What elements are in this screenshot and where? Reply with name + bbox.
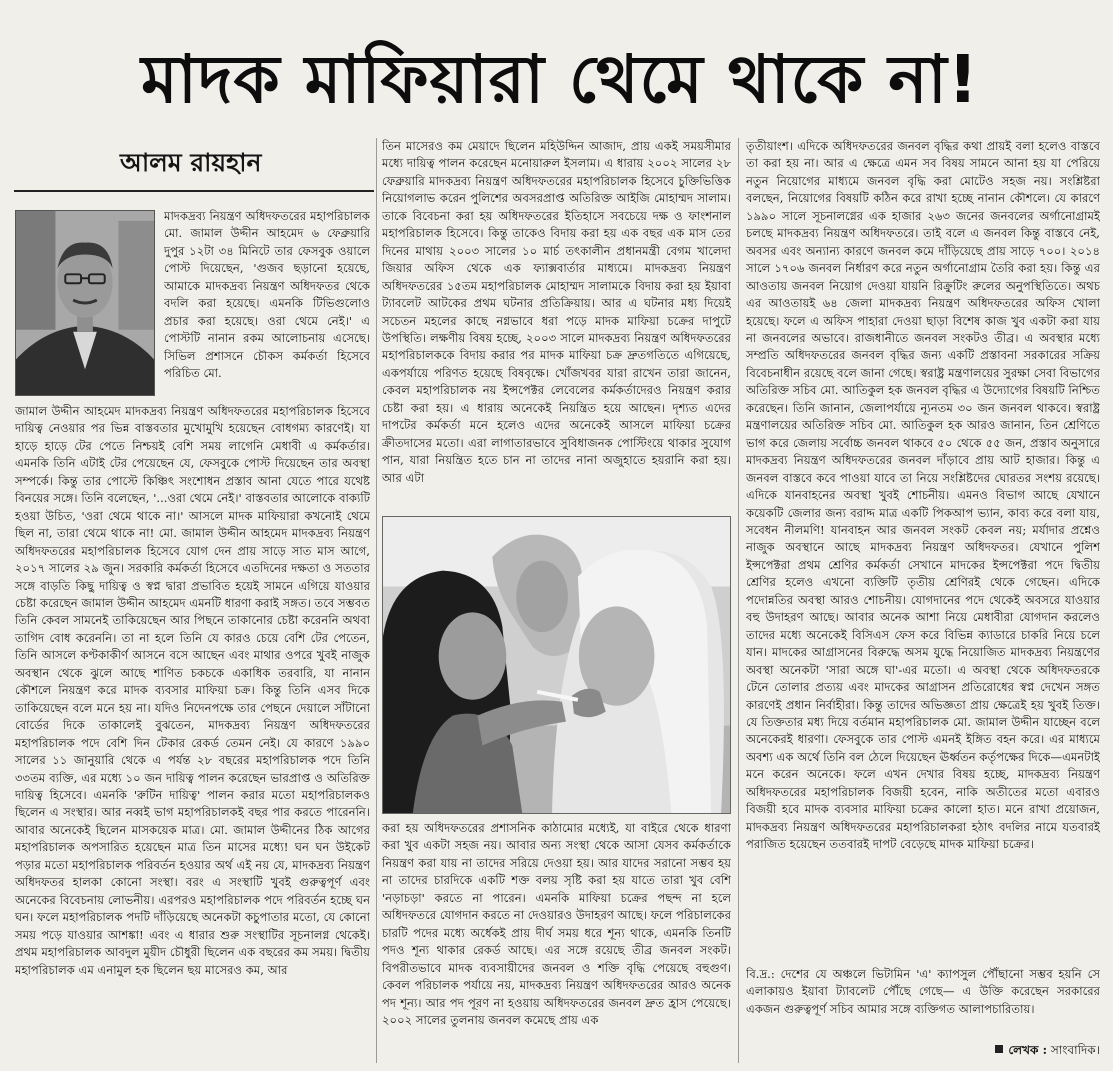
paragraph: জামাল উদ্দীন আহমেদ মাদকদ্রব্য নিয়ন্ত্রণ অধিদফতরের মহাপরিচালক হিসেবে দায়িত্ব নেওয়ার পর ভিন্ন বাস্তবতার মুখোমুখি হয়েছেন বোধগম্য কারণেই। যা হাড়ে হাড়ে টের পেতে নিশ্চয়ই বেশি সময় লাগেনি মেধাবী এ কর্মকর্তার। এমনকি তিনি এটাই টের পেয়েছেন যে, ফেসবুকে পোস্ট দিয়েছেন তার অবস্থা সম্পর্কে। কিন্তু তার পোস্টে কিঞ্চিৎ সংশোধন প্রস্তাব আনা যেতে পারে যথেষ্ট বিনয়ের সঙ্গে। তিনি বলেছেন, '...ওরা থেমে নেই।' বাস্তবতার আলোকে বাক্যটি হওয়া উচিত, 'ওরা থেমে থাকে না।' আসলে মাদক মাফিয়ারা কখনোই থেমে ছিল না, তারা থেমে থাকে না! মো. জামাল উদ্দীন আহমেদ মাদকদ্রব্য নিয়ন্ত্রণ অধিদফতরের মহাপরিচালক হিসেবে যোগ দেন প্রায় সাড়ে সাত মাস আগে, ২০১৭ সালের ২৯ জুন। সরকারি কর্মকর্তা হিসেবে এতদিনের দক্ষতা ও সততার সঙ্গে বাড়তি কিছু দায়িত্ব ও স্বপ্ন দ্বারা প্রভাবিত হয়েই সামনে এগিয়ে যাওয়ার চেষ্টা করেছেন জামাল উদ্দীন আহমেদ এমনটি ধারণা করাই সঙ্গত। তবে সম্ভবত তিনি কেবল সামনেই তাকিয়েছেন আর পিছনে তাকানোর চেষ্টা করেননি অথবা তাগিদ বোধ করেননি। তা না হলে তিনি যে কারও চেয়ে বেশি টের পেতেন, তিনি আসলে কণ্টকাকীর্ণ আসনে বসে আছেন এবং মাথার ওপরে খুবই নাজুক অবস্থান থেকে ঝুলে আছে শাণিত চকচকে একাধিক তরবারি, যা নানান কৌশলে নিয়ন্ত্রণ করে মাদক ব্যবসার মাফিয়া চক্র। কিন্তু তিনি এসব দিকে তাকিয়েছেন বলে মনে হয় না। যদিও নিদেনপক্ষে তার পেছনে দেয়ালে সাঁটানো বোর্ডের দিকে তাকালেই বুঝতেন, মাদকদ্রব্য নিয়ন্ত্রণ অধিদফতরের মহাপরিচালক পদে বেশি দিন টেকার রেকর্ড তেমন নেই। যে কারণে ১৯৯০ সালের ১১ জানুয়ারি থেকে এ পর্যন্ত ২৮ বছরের মহাপরিচালক পদে তিনি ৩৩তম ব্যক্তি, এর মধ্যে ১০ জন দায়িত্ব পালন করেছেন ভারপ্রাপ্ত ও অতিরিক্ত দায়িত্ব হিসেবে। এমনকি 'রুটিন দায়িত্ব' পালন করার মতো মহাপরিচালকও ছিলেন এ সংস্থার। আর নব্বই ভাগ মহাপরিচালকই বছর পার করতে পারেননি। আবার অনেকেই ছিলেন মাসকয়েক মাত্র। মো. জামাল উদ্দীনের ঠিক আগের মহাপরিচালক অপসারিত হয়েছেন মাত্র তিন মাসের মধ্যে! ঘন ঘন উইকেট পড়ার মতো মহাপরিচালক পরিবর্তন হওয়ার অর্থ এই নয় যে, মাদকদ্রব্য নিয়ন্ত্রণ অধিদফতর হালকা কোনো সংস্থা। বরং এ সংস্থাটি খুবই গুরুত্বপূর্ণ এবং অনেকের বিবেচনায় লোভনীয়। এরপরও মহাপরিচালক পদে পরিবর্তন হচ্ছে ঘন ঘন। ফলে মহাপরিচালক পদটি দাঁড়িয়েছে অনেকটা কচুপাতার মতো, যে কোনো সময় পড়ে যাওয়ার আশঙ্কা! এবং এ ধারার শুরু সংস্থাটির সূচনালগ্ন থেকেই। প্রথম মহাপরিচালক আবদুল মুয়ীদ চৌধুরী ছিলেন এক বছরের কম সময়। দ্বিতীয় মহাপরিচালক এম এনামুল হক ছিলেন ছয় মাসেরও কম, আর xyxy=(15,404,370,977)
paragraph: তৃতীয়াংশ। এদিকে অধিদফতরের জনবল বৃদ্ধির কথা প্রায়ই বলা হলেও বাস্তবে তা করা হয় না। আর এ ক্ষেত্রে এমন সব বিষয় সামনে আনা হয় যা পেরিয়ে নতুন নিয়োগের মাধ্যমে জনবল বৃদ্ধি করা মোটেও সহজ নয়। সংশ্লিষ্টরা বলছেন, নিয়োগের বিষয়টি কঠিন করে রাখা হচ্ছে নানান কৌশলে। যে কারণে ১৯৯০ সালে সূচনালগ্নের এক হাজার ২৬৩ জনের জনবলের অর্গানোগ্রামই চলছে মাদকদ্রব্য নিয়ন্ত্রণ অধিদফতরে। তাই বলে এ জনবল কিন্তু বাস্তবে নেই, অবসর এবং অন্যান্য কারণে জনবল কমে দাঁড়িয়েছে প্রায় সাড়ে ৭০০। ২০১৪ সালে ১৭০৬ জনবল নির্ধারণ করে নতুন অর্গানোগ্রাম তৈরি করা হয়। কিন্তু এর আওতায় জনবল নিয়োগ দেওয়া যায়নি রিক্রুটিং রুলের অনুপস্থিতিতে। অথচ এর আওতায়ই ৬৪ জেলা মাদকদ্রব্য নিয়ন্ত্রণ অধিদফতরের অফিস খোলা হয়েছে। ফলে এ অফিস পাহারা দেওয়া ছাড়া বিশেষ কাজ খুব একটা করা যায় না জনবলের অভাবে। রাজধানীতে জনবল সংকটও তীব্র। এ অবস্থার মধ্যে সম্প্রতি অধিদফতরের জনবল বৃদ্ধির জন্য একটি প্রস্তাবনা সরকারের সক্রিয় বিবেচনাধীন রয়েছে বলে জানা গেছে। স্বরাষ্ট্র মন্ত্রণালয়ের সুরক্ষা সেবা বিভাগের অতিরিক্ত সচিব মো. আতিকুল হক জনবল বৃদ্ধির এ উদ্যোগের বিষয়টি নিশ্চিত করেছেন। তিনি জানান, জেলাপর্যায়ে ন্যূনতম ৩০ জন জনবল থাকবে। স্বরাষ্ট্র মন্ত্রণালয়ের অতিরিক্ত সচিব মো. আতিকুল হক আরও জানান, তিন শ্রেণিতে ভাগ করে জেলায় সর্বোচ্চ জনবল থাকবে ৫০ থেকে ৫৫ জন, প্রস্তাব অনুসারে মাদকদ্রব্য নিয়ন্ত্রণ অধিদফতরের জনবল দাঁড়াবে প্রায় আট হাজার। কিন্তু এ জনবল বাস্তবে কবে পাওয়া যাবে তা নিয়ে সংশ্লিষ্টদের ঘোরতর সংশয় রয়েছে। এদিকে যানবাহনের অবস্থা খুবই শোচনীয়। এমনও বিভাগ আছে যেখানে কয়েকটি জেলার জন্য বরাদ্দ মাত্র একটি পিকআপ ভ্যান, কাব্য করে বলা যায়, সবেধন নীলমণি! যানবাহন আর জনবল সংকট কেবল নয়; মর্যাদার প্রশ্নেও নাজুক অবস্থানে আছে মাদকদ্রব্য নিয়ন্ত্রণ অধিদফতর। যেখানে পুলিশ ইন্সপেক্টরা প্রথম শ্রেণির কর্মকর্তা সেখানে মাদকের ইন্সপেক্টরা পদে দ্বিতীয় শ্রেণির হলেও এখনো ব্যক্তিটি তৃতীয় শ্রেণিরই থেকে গেছেন। এদিকে পদোন্নতির অবস্থা আরও শোচনীয়। যোগদানের পদে থেকেই অবসরে যাওয়ার বহু উদাহরণ আছে। আবার অনেক আশা নিয়ে মেধাবীরা যোগদান করলেও তাদের মধ্যে অনেকেই বিসিএস ফেস করে বিভিন্ন ক্যাডারে চাকরি নিয়ে চলে যান। মাদকের আগ্রাসনের বিরুদ্ধে অসম যুদ্ধে নিয়োজিত মাদকদ্রব্য নিয়ন্ত্রণের অবস্থা অনেকটা 'সারা অঙ্গে ঘা'-এর মতো। এ অবস্থা থেকে অধিদফতরকে টেনে তোলার প্রত্যয় এবং মাদকের আগ্রাসন প্রতিরোধের স্বপ্ন দেখেন সঙ্গত কারণেই প্রধান নির্বাহীরা। কিন্তু তাদের অভিজ্ঞতা প্রায় ক্ষেত্রেই হয় খুবই তিক্ত। যে তিক্ততার মধ্য দিয়ে বর্তমান মহাপরিচালক মো. জামাল উদ্দীন যাচ্ছেন বলে অনেকেরই ধারণা। ফেসবুকে তার পোস্ট এমনই ইঙ্গিত বহন করে। এর মাধ্যমে অবশ্য এক অর্থে তিনি বল ঠেলে দিয়েছেন ঊর্ধ্বতন কর্তৃপক্ষের দিকে—এমনটাই মনে করেন অনেকে। ফলে এখন দেখার বিষয় হচ্ছে, মাদকদ্রব্য নিয়ন্ত্রণ অধিদফতরের মহাপরিচালক বিজয়ী হবেন, নাকি অতীতের মতো এবারও বিজয়ী হবে মাদক ব্যবসার মাফিয়া চক্রের কালো হাত। মনে রাখা প্রয়োজন, মাদকদ্রব্য নিয়ন্ত্রণ অধিদফতরের মহাপরিচালকরা হঠাৎ বদলির নামে যতবারই পরাজিত হয়েছেন ততবারই দাপট বেড়েছে মাদক মাফিয়া চক্রের। xyxy=(746,139,1100,852)
author-credit xyxy=(950,1040,1100,1060)
paragraph: বি.দ্র.: দেশের যে অঞ্চলে ভিটামিন 'এ' ক্যাপসুল পৌঁছানো সম্ভব হয়নি সে এলাকায়ও ইয়াবা ট্যাবলেট পৌঁছে গেছে— এ উক্তি করেছেন সরকারের একজন গুরুত্বপূর্ণ সচিব আমার সঙ্গে ব্যক্তিগত আলাপচারিতায়। xyxy=(746,967,1100,1016)
article-headline: মাদক মাফিয়ারা থেমে থাকে না! xyxy=(141,41,979,118)
article-byline: আলম রায়হান xyxy=(120,148,262,177)
column-divider-2 xyxy=(738,138,739,1063)
column-2-top-text xyxy=(382,138,731,506)
column-2-bottom-text xyxy=(382,820,731,1058)
column-1-text xyxy=(15,403,370,1058)
column-3-text xyxy=(746,138,1100,962)
author-role: সাংবাদিক। xyxy=(1050,1043,1100,1057)
column-divider-1 xyxy=(376,138,377,1063)
paragraph: তিন মাসেরও কম মেয়াদে ছিলেন মহিউদ্দিন আজাদ, প্রায় একই সময়সীমার মধ্যে দায়িত্ব পালন করেছেন মনোয়ারুল ইসলাম। এ ধারায় ২০০২ সালের ২৮ ফেব্রুয়ারি মাদকদ্রব্য নিয়ন্ত্রণ অধিদফতরের মহাপরিচালক হিসেবে চুক্তিভিত্তিক নিয়োগলাভ করেন পুলিশের অবসরপ্রাপ্ত অতিরিক্ত আইজি মোহাম্মদ সালাম। তাকে বিবেচনা করা হয় অধিদফতরের ইতিহাসে সবচেয়ে দক্ষ ও ফাংশনাল মহাপরিচালক হিসেবে। কিন্তু তাকেও বিদায় করা হয় এক বছর এক মাস তের দিনের মাথায় ২০০৩ সালের ১০ মার্চ তৎকালীন প্রধানমন্ত্রী বেগম খালেদা জিয়ার অফিস থেকে এক ফ্যাক্সবার্তার মাধ্যমে। মাদকদ্রব্য নিয়ন্ত্রণ অধিদফতরের ১৫তম মহাপরিচালক মোহাম্মদ সালামকে বিদায় করা হয় ইয়াবা ট্যাবলেট আটকের প্রথম ঘটনার প্রতিক্রিয়ায়। আর এ ঘটনার মধ্য দিয়েই সচেতন মহলের কাছে নগ্নভাবে ধরা পড়ে মাদক মাফিয়া চক্রের দাপুটে উপস্থিতি। লক্ষণীয় বিষয় হচ্ছে, ২০০৩ সালে মাদকদ্রব্য নিয়ন্ত্রণ অধিদফতরের মহাপরিচালককে বিদায় করার পর মাদক মাফিয়া চক্র দ্রুতগতিতে এগিয়েছে, একপর্যায়ে পরিণত হয়েছে বিষবৃক্ষে। খোঁজখবর যারা রাখেন তারা জানেন, কেবল মহাপরিচালক নয় ইন্সপেক্টর লেবেলের কর্মকর্তাদেরও নিয়ন্ত্রণ করার চেষ্টা করা হয়। এ ধারায় অনেকেই নিয়ন্ত্রিত হয়ে আছেন। দৃশ্যত এদের দাপটের কর্মকর্তা মনে হলেও এদের অনেকেই আসলে মাফিয়া চক্রের ক্রীতদাসের মতো। এরা লাগাতারভাবে সুবিধাজনক পোস্টিংয়ে থাকার সুযোগ পান, যারা নিয়ন্ত্রিত হতে চান না তাদের নানা অজুহাতে হয়রানি করা হয়। আর এটা xyxy=(382,139,731,485)
article-photo xyxy=(382,516,731,814)
column-1-wrap-text xyxy=(164,208,370,402)
paragraph: করা হয় অধিদফতরের প্রশাসনিক কাঠামোর মধ্যেই, যা বাইরে থেকে ধারণা করা খুব একটা সহজ নয়। আবার অন্য সংস্থা থেকে আসা যেসব কর্মকর্তাকে নিয়ন্ত্রণ করা যায় না তাদের সরিয়ে দেওয়া হয়। আর যাদের সরানো সম্ভব হয় না তাদের চারদিকে একটি শক্ত বলয় সৃষ্টি করা হয় যাতে তারা খুব বেশি 'নড়াচড়া' করতে না পারেন। এমনকি মাফিয়া চক্রের পছন্দ না হলে অধিদফতরে যোগদান করতে না দেওয়ারও উদাহরণ আছে। ফলে পরিচালকের চারটি পদের মধ্যে অর্ধেকই প্রায় দীর্ঘ সময় ধরে শূন্য থাকে, এমনকি তিনটি পদও শূন্য থাকার রেকর্ড আছে। এর সঙ্গে রয়েছে তীব্র জনবল সংকট। বিপরীতভাবে মাদক ব্যবসায়ীদের জনবল ও শক্তি বৃদ্ধি পেয়েছে বহুগুণ। কেবল পরিচালক পর্যায়ে নয়, মাদকদ্রব্য নিয়ন্ত্রণ অধিদফতরের আরও অনেক পদ শূন্য। আর পদ পূরণ না হওয়ায় অধিদফতরের জনবল দ্রুত হ্রাস পেয়েছে। ২০০২ সালের তুলনায় জনবল কমেছে প্রায় এক xyxy=(382,821,731,1027)
footnote-text xyxy=(746,966,1100,1036)
paragraph: মাদকদ্রব্য নিয়ন্ত্রণ অধিদফতরের মহাপরিচালক মো. জামাল উদ্দীন আহমেদ ৬ ফেব্রুয়ারি দুপুর ১২টা ৩৪ মিনিটে তার ফেসবুক ওয়ালে পোস্ট দিয়েছেন, 'গুজব ছড়ানো হয়েছে, আমাকে মাদকদ্রব্য নিয়ন্ত্রণ অধিদফতর থেকে বদলি করা হয়েছে। এমনকি টিভিগুলোও প্রচার করা হয়েছে। ওরা থেমে নেই।' এ পোস্টটি নানান রকম আলোচনায় এসেছে। সিভিল প্রশাসনে চৌকস কর্মকর্তা হিসেবে পরিচিত মো. xyxy=(164,209,370,381)
author-photo xyxy=(15,210,155,396)
byline-rule xyxy=(14,190,374,192)
square-bullet-icon xyxy=(995,1045,1003,1053)
author-label: লেখক : xyxy=(1008,1043,1048,1057)
